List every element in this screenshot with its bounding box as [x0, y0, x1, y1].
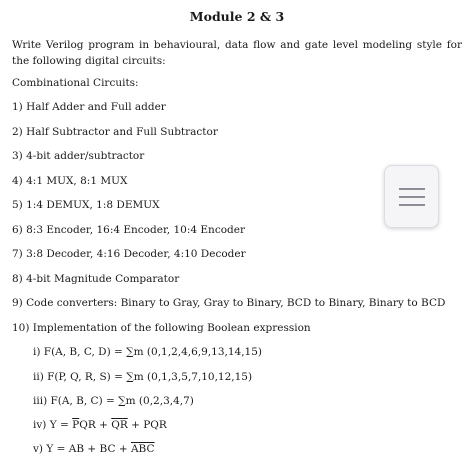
list-item: 1) Half Adder and Full adder [12, 101, 166, 113]
list-item: 3) 4-bit adder/subtractor [12, 150, 145, 162]
boolean-expression-i: i) F(A, B, C, D) = ∑m (0,1,2,4,6,9,13,14,15) [33, 346, 262, 358]
boolean-expression-iii: iii) F(A, B, C) = ∑m (0,2,3,4,7) [33, 395, 194, 407]
expr-iv-term2-bar: $\overline{QR}$ [111, 419, 128, 431]
boolean-expression-v [33, 443, 155, 455]
list-item: 4) 4:1 MUX, 8:1 MUX [12, 175, 128, 187]
hamburger-menu-icon [397, 184, 427, 210]
boolean-expression-ii: ii) F(P, Q, R, S) = ∑m (0,1,3,5,7,10,12,15) [33, 371, 253, 383]
expr-iv-lead: iv) Y = [33, 419, 73, 431]
section-heading: Combinational Circuits: [12, 77, 139, 89]
expr-iv-term1-bar: $\overline{P}$ [72, 419, 80, 431]
expr-v-bar: $\overline{ABC}$ [130, 443, 155, 455]
expr-iv-tail: + PQR [127, 419, 167, 431]
list-item: 8) 4-bit Magnitude Comparator [12, 273, 180, 285]
list-item: 10) Implementation of the following Boolean expression [12, 322, 311, 334]
list-item: 6) 8:3 Encoder, 16:4 Encoder, 10:4 Encoder [12, 224, 245, 236]
intro-paragraph: Write Verilog program in behavioural, data flow and gate level modeling style for the following digital circuits: [12, 39, 462, 67]
expr-v-lead: v) Y = AB + BC + [33, 443, 131, 455]
page-title: Module 2 & 3 [189, 9, 285, 24]
list-item: 7) 3:8 Decoder, 4:16 Decoder, 4:10 Decoder [12, 248, 246, 260]
menu-button[interactable] [384, 165, 439, 228]
list-item: 5) 1:4 DEMUX, 1:8 DEMUX [12, 199, 160, 211]
boolean-expression-iv [33, 419, 167, 431]
list-item: 9) Code converters: Binary to Gray, Gray to Binary, BCD to Binary, Binary to BCD [12, 297, 446, 309]
expr-iv-term1-rest: QR + [79, 419, 112, 431]
list-item: 2) Half Subtractor and Full Subtractor [12, 126, 218, 138]
